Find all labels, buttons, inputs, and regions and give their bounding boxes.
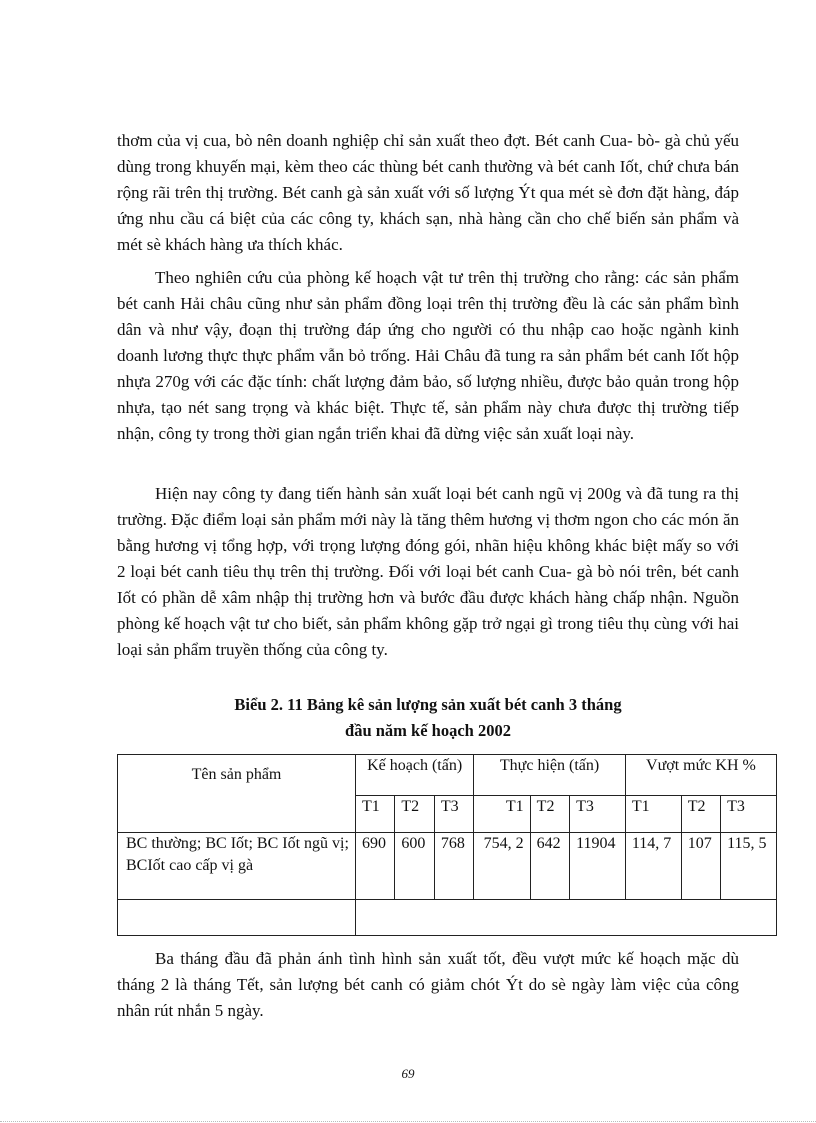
table-cell: 114, 7 [625,833,681,900]
caption-line-2: đầu năm kế hoạch 2002 [345,721,511,740]
month-header: T2 [681,796,720,833]
month-header: T3 [570,796,626,833]
month-header: T3 [434,796,473,833]
production-table [117,754,777,936]
table-header-row [118,755,777,796]
table-cell: 600 [395,833,434,900]
paragraph-4: Ba tháng đầu đã phản ánh tình hình sản xuất tốt, đều vượt mức kế hoạch mặc dù tháng 2 là tháng Tết, sản lượng bét canh có giảm chót Ýt do sè ngày làm việc của công nhân rút nhắn 5 ngày. [117,949,739,1020]
paragraph-3: Hiện nay công ty đang tiến hành sản xuất loại bét canh ngũ vị 200g và đã tung ra thị trường. Đặc điểm loại sản phẩm mới này là tăng thêm hương vị thơm ngon cho các món ăn bằng hương vị tổng hợp, với trọng lượng đóng gói, nhãn hiệu không khác biệt mấy so với 2 loại bét canh tiêu thụ trên thị trường. Đối với loại bét canh Cua- gà bò nói trên, bét canh Iốt có phần dễ xâm nhập thị trường hơn và bước đầu được khách hàng chấp nhận. Nguồn phòng kế hoạch vật tư cho biết, sản phẩm không gặp trở ngại gì trong tiêu thụ cùng với hai loại sản phẩm truyền thống của công ty. [117,484,739,659]
footer-divider [0,1121,816,1122]
product-name-header: Tên sản phẩm [118,755,356,833]
table-empty-row [118,900,777,936]
month-header: T3 [721,796,777,833]
plan-header: Kế hoạch (tấn) [356,755,474,796]
paragraph-1: thơm của vị cua, bò nên doanh nghiệp chỉ sản xuất theo đợt. Bét canh Cua- bò- gà chủ yếu dùng trong khuyến mại, kèm theo các thùng bét canh thường và bét canh Iốt, chứ chưa bán rộng rãi trên thị trường. Bét canh gà sản xuất với số lượng Ýt qua mét sè đơn đặt hàng, đáp ứng nhu cầu cá biệt của các công ty, khách sạn, nhà hàng cần cho chế biến sản phẩm và mét sè khách hàng ưa thích khác. [117,131,739,254]
table-cell: 690 [356,833,395,900]
table-cell: 754, 2 [474,833,530,900]
table-cell: 115, 5 [721,833,777,900]
empty-cell [118,900,356,936]
product-name-cell: BC thường; BC Iốt; BC Iốt ngũ vị; BCIốt cao cấp vị gà [118,833,356,900]
caption-line-1: Biểu 2. 11 Bảng kê sản lượng sản xuất bét canh 3 tháng [234,695,622,714]
month-header: T2 [395,796,434,833]
table-cell: 768 [434,833,473,900]
over-plan-header: Vượt mức KH % [625,755,776,796]
month-header: T2 [530,796,569,833]
month-header: T1 [625,796,681,833]
paragraph-2: Theo nghiên cứu của phòng kế hoạch vật tư trên thị trường cho rằng: các sản phẩm bét canh Hải châu cũng như sản phẩm đồng loại trên thị trường đều là các sản phẩm bình dân và như vậy, đoạn thị trường đáp ứng cho người có thu nhập cao hoặc ngành kinh doanh lương thực thực phẩm vẫn bỏ trống. Hải Châu đã tung ra sản phẩm bét canh Iốt hộp nhựa 270g với các đặc tính: chất lượng đảm bảo, số lượng nhiều, được bảo quản trong hộp nhựa, tạo nét sang trọng và khác biệt. Thực tế, sản phẩm này chưa được thị trường tiếp nhận, công ty trong thời gian ngắn triển khai đã dừng việc sản xuất loại này. [117,268,739,443]
table-cell: 107 [681,833,720,900]
actual-header: Thực hiện (tấn) [474,755,626,796]
table-row [118,833,777,900]
page-number: 69 [401,1066,415,1081]
month-header: T1 [356,796,395,833]
table-cell: 642 [530,833,569,900]
empty-cell [356,900,777,936]
month-header: T1 [474,796,530,833]
table-cell: 11904 [570,833,626,900]
table-caption [117,692,739,744]
